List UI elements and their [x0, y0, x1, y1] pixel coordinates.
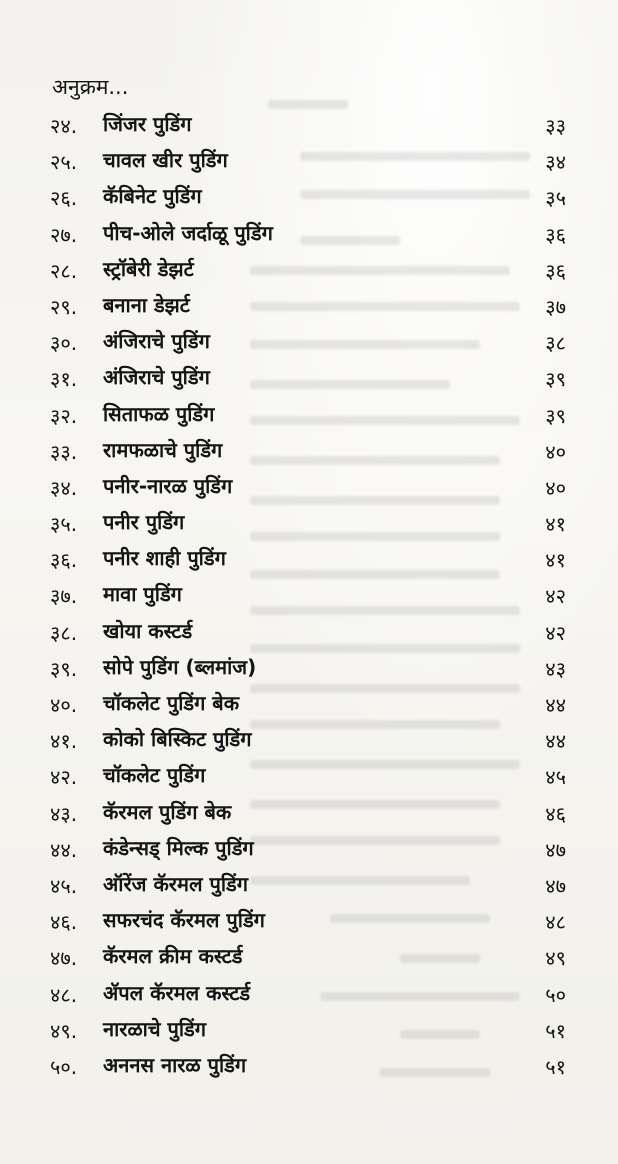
entry-number: २५.: [50, 150, 78, 175]
entry-title: कॅरमल पुडिंग बेक: [103, 799, 232, 824]
entry-title: नारळाचे पुडिंग: [103, 1016, 207, 1041]
entry-page-number: ३९: [545, 403, 566, 428]
entry-page-number: ५१: [545, 1018, 566, 1043]
entry-number: ५०.: [50, 1054, 78, 1079]
entry-number: ३१.: [50, 367, 78, 392]
entry-number: ४६.: [50, 910, 78, 935]
entry-title: ॲपल कॅरमल कस्टर्ड: [103, 980, 251, 1005]
entry-page-number: ४३: [545, 656, 566, 681]
toc-entry: [0, 254, 618, 290]
toc-entry: [0, 978, 618, 1014]
entry-number: ४४.: [50, 837, 78, 862]
entry-title: बनाना डेझर्ट: [103, 292, 190, 317]
toc-entry: [0, 109, 618, 145]
entry-page-number: ५०: [545, 982, 566, 1007]
entry-number: ३०.: [50, 331, 78, 356]
entry-number: २६.: [50, 186, 78, 211]
entry-page-number: ३६: [545, 222, 566, 247]
entry-title: चावल खीर पुडिंग: [103, 148, 228, 173]
entry-title: अंजिराचे पुडिंग: [103, 329, 210, 354]
entry-number: ३५.: [50, 512, 78, 537]
entry-title: चॉकलेट पुडिंग बेक: [103, 691, 240, 715]
entry-page-number: ४१: [545, 512, 566, 537]
entry-page-number: ४२: [545, 584, 566, 609]
toc-entry: [0, 1050, 618, 1086]
toc-entry: [0, 435, 618, 471]
entry-title: कॅबिनेट पुडिंग: [103, 184, 202, 209]
entry-title: पीच-ओले जर्दाळू पुडिंग: [103, 220, 273, 245]
entry-title: सिताफळ पुडिंग: [103, 401, 215, 426]
entry-page-number: ३६: [545, 258, 566, 283]
toc-entry: [0, 688, 618, 724]
entry-page-number: ४४: [545, 729, 566, 754]
toc-entry: [0, 218, 618, 254]
toc-entry: [0, 941, 618, 977]
entry-title: चॉकलेट पुडिंग: [103, 763, 206, 788]
entry-number: ४८.: [50, 982, 78, 1007]
entry-title: कॅरमल क्रीम कस्टर्ड: [103, 944, 243, 969]
toc-entry: [0, 652, 618, 688]
toc-entry: [0, 833, 618, 869]
entry-number: ४०.: [50, 693, 78, 717]
entry-number: ३६.: [50, 548, 78, 573]
entry-number: ४१.: [50, 729, 78, 754]
entry-page-number: ३५: [545, 186, 566, 211]
entry-page-number: ३३: [545, 114, 566, 138]
toc-entry: [0, 869, 618, 905]
entry-number: २८.: [50, 258, 78, 283]
entry-title: सफरचंद कॅरमल पुडिंग: [103, 908, 265, 933]
entry-page-number: ४२: [545, 620, 566, 645]
entry-page-number: ४४: [545, 693, 566, 717]
toc-entry: [0, 471, 618, 507]
entry-page-number: ३७: [545, 294, 566, 319]
toc-entry: [0, 507, 618, 543]
entry-number: ३३.: [50, 439, 78, 464]
toc-entry: [0, 145, 618, 181]
entry-number: ३४.: [50, 475, 78, 500]
entry-number: २७.: [50, 222, 78, 247]
entry-page-number: ४७: [545, 837, 566, 862]
entry-page-number: ५१: [545, 1054, 566, 1079]
entry-title: जिंजर पुडिंग: [103, 112, 192, 136]
entry-number: ३७.: [50, 584, 78, 609]
toc-entry: [0, 579, 618, 615]
entry-title: खोया कस्टर्ड: [103, 618, 193, 643]
entry-number: ४३.: [50, 801, 78, 826]
entry-number: २९.: [50, 294, 78, 319]
entry-page-number: ४८: [545, 910, 566, 935]
entry-title: अंजिराचे पुडिंग: [103, 365, 210, 390]
entry-number: ३८.: [50, 620, 78, 645]
toc-entry: [0, 760, 618, 796]
toc-entry: [0, 326, 618, 362]
entry-number: ४५.: [50, 873, 78, 898]
entry-page-number: ४५: [545, 765, 566, 790]
entry-title: सोपे पुडिंग (ब्लमांज): [103, 654, 257, 679]
entry-page-number: ४६: [545, 801, 566, 826]
entry-title: पनीर-नारळ पुडिंग: [103, 473, 233, 498]
toc-entry: [0, 399, 618, 435]
entry-page-number: ४०: [545, 439, 566, 464]
toc-entry: [0, 543, 618, 579]
toc-entry: [0, 1014, 618, 1050]
entry-title: अननस नारळ पुडिंग: [103, 1052, 247, 1077]
entry-title: ऑरेंज कॅरमल पुडिंग: [103, 871, 248, 896]
entry-page-number: ४०: [545, 475, 566, 500]
entry-page-number: ३४: [545, 150, 566, 175]
entry-page-number: ४९: [545, 946, 566, 971]
entry-title: कंडेन्सड् मिल्क पुडिंग: [103, 835, 254, 860]
toc-entry: [0, 616, 618, 652]
entry-title: पनीर शाही पुडिंग: [103, 546, 226, 571]
contents-heading: अनुक्रम...: [52, 75, 129, 99]
entry-number: ४७.: [50, 946, 78, 971]
toc-entry: [0, 181, 618, 217]
entry-title: कोको बिस्किट पुडिंग: [103, 727, 252, 752]
toc-entry: [0, 724, 618, 760]
toc-entry: [0, 290, 618, 326]
entry-title: स्ट्रॉबेरी डेझर्ट: [103, 256, 194, 281]
entry-number: ३२.: [50, 403, 78, 428]
entry-page-number: ४७: [545, 873, 566, 898]
entry-page-number: ३८: [545, 331, 566, 356]
entry-title: रामफळाचे पुडिंग: [103, 437, 223, 462]
table-of-contents: [0, 109, 618, 1086]
entry-number: २४.: [50, 114, 78, 138]
entry-number: ४२.: [50, 765, 78, 790]
entry-number: ३९.: [50, 656, 78, 681]
toc-entry: [0, 362, 618, 398]
toc-entry: [0, 797, 618, 833]
entry-number: ४९.: [50, 1018, 78, 1043]
entry-title: मावा पुडिंग: [103, 582, 182, 607]
entry-page-number: ३९: [545, 367, 566, 392]
entry-page-number: ४१: [545, 548, 566, 573]
toc-entry: [0, 905, 618, 941]
entry-title: पनीर पुडिंग: [103, 510, 185, 535]
